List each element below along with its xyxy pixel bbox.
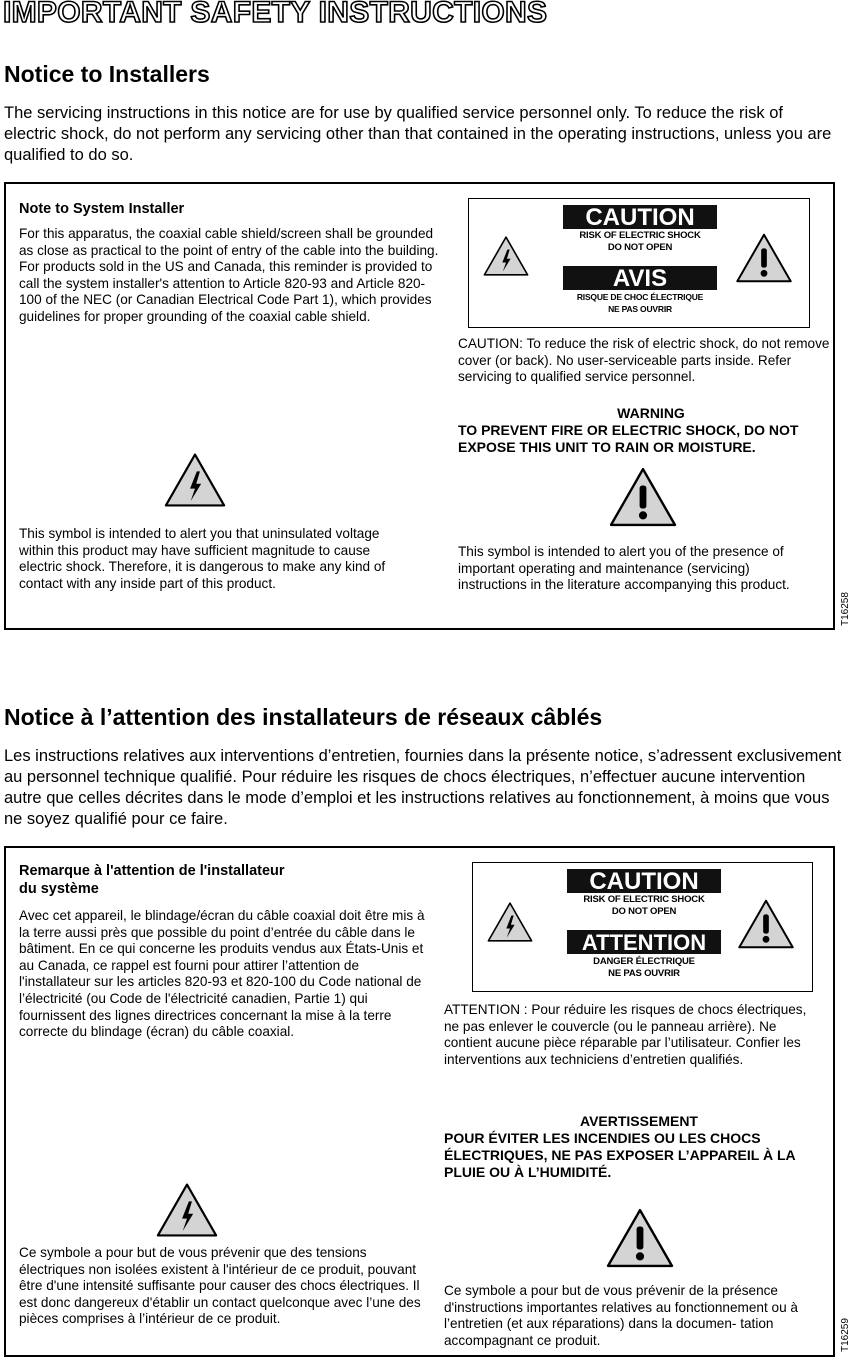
exclamation-warning-icon	[609, 467, 677, 527]
lightning-warning-icon	[156, 1182, 218, 1238]
lightning-warning-icon	[483, 235, 529, 277]
avis-heading: AVIS	[563, 266, 717, 290]
en-intro: The servicing instructions in this notice are for use by qualified service personnel only. To reduce the risk of electric shock, do not perform any servicing other than that contained in the operating instructions, unless you are qualified to do so.	[4, 104, 832, 164]
en-caution-text: CAUTION: To reduce the risk of electric shock, do not remove cover (or back). No user-serviceable parts inside. Refer servicing to qualified service personnel.	[458, 336, 830, 385]
fr-caution-text: ATTENTION : Pour réduire les risques de chocs électriques, ne pas enlever le couvercle (ou le panneau arrière). Ne contient aucune pièce réparable par l’utilisateur. Confier les interventions aux techniciens d’entretien qualifiés.	[444, 1002, 807, 1067]
caution-sub-1: RISK OF ELECTRIC SHOCK	[583, 894, 705, 905]
fr-exclaim-text: Ce symbole a pour but de vous prévenir de la présence d'instructions importantes relatives au fonctionnement ou à l’entretien (et aux réparations) dans la documen- tation accompagnant ce produit.	[444, 1283, 798, 1348]
fr-installer-title-1: Remarque à l'attention de l'installateur	[19, 863, 285, 879]
fr-installer-text: Avec cet appareil, le blindage/écran du câble coaxial doit être mis à la terre aussi près que possible du point d’entrée du câble dans le bâtiment. En ce qui concerne les produits vendus aux États-Unis et au Canada, ce rappel est fourni pour attirer l’attention de l'installateur sur les articles 820-93 et 820-100 du Code national de l’électricité (ou Code de l'électricité canadien, Partie 1) qui fournissent des lignes directrices concernant la mise à la terre correcte du blindage (écran) du câble coaxial.	[19, 908, 425, 1040]
fr-warning-text: POUR ÉVITER LES INCENDIES OU LES CHOCS ÉLECTRIQUES, NE PAS EXPOSER L’APPAREIL À LA PLUIE OU À L’HUMIDITÉ.	[444, 1130, 796, 1180]
fr-intro: Les instructions relatives aux interventions d’entretien, fournies dans la présente notice, s’adressent exclusivement au personnel technique qualifié. Pour réduire les risques de chocs électriques, n’effectuer aucune intervention autre que celles décrites dans le mode d’emploi et les instructions relatives au fonctionnement, à moins que vous ne soyez qualifié pour ce faire.	[4, 747, 842, 828]
fr-caution-label	[472, 862, 813, 992]
fr-notice-box	[4, 846, 835, 1357]
en-warning-text: TO PREVENT FIRE OR ELECTRIC SHOCK, DO NOT EXPOSE THIS UNIT TO RAIN OR MOISTURE.	[458, 422, 799, 455]
caution-heading: CAUTION	[563, 205, 717, 229]
fr-document-code: T16259	[840, 1318, 851, 1352]
lightning-warning-icon	[487, 901, 533, 943]
fr-installer-title-2: du système	[19, 881, 99, 897]
exclamation-warning-icon	[606, 1208, 674, 1268]
fr-bolt-text: Ce symbole a pour but de vous prévenir que des tensions électriques non isolées existent à l'intérieur de ce produit, pouvant être d'une intensité suffisante pour causer des chocs électriques. Il est donc dangereux d'établir un contact quelconque avec l’une des pièces comprises à l’intérieur de ce produit.	[19, 1245, 421, 1327]
caution-sub-2: DO NOT OPEN	[607, 242, 673, 253]
en-bolt-text: This symbol is intended to alert you that uninsulated voltage within this product may have sufficient magnitude to cause electric shock. Therefore, it is dangerous to make any kind of contact with any inside part of this product.	[19, 526, 386, 591]
en-installer-text: For this apparatus, the coaxial cable shield/screen shall be grounded as close as practical to the point of entry of the cable into the building. For products sold in the US and Canada, this reminder is provided to call the system installer's attention to Article 820-93 and Article 820-100 of the NEC (or Canadian Electrical Code Part 1), which provides guidelines for proper grounding of the coaxial cable shield.	[19, 226, 439, 324]
en-document-code: T16258	[840, 592, 851, 626]
en-installer-title: Note to System Installer	[19, 201, 185, 217]
en-warning-title: WARNING	[617, 405, 685, 421]
exclamation-warning-icon	[735, 233, 793, 283]
en-caution-label	[468, 198, 810, 328]
caution-sub-1: RISK OF ELECTRIC SHOCK	[579, 230, 701, 241]
exclamation-warning-icon	[737, 899, 795, 949]
caution-heading: CAUTION	[567, 869, 721, 893]
attention-sub-2: NE PAS OUVRIR	[608, 968, 680, 979]
fr-warning-title: AVERTISSEMENT	[580, 1113, 698, 1129]
fr-heading: Notice à l’attention des installateurs de réseaux câblés	[4, 704, 603, 730]
caution-sub-2: DO NOT OPEN	[611, 906, 677, 917]
en-notice-box	[4, 182, 835, 630]
en-exclaim-text: This symbol is intended to alert you of the presence of important operating and maintenance (servicing) instructions in the literature accompanying this product.	[458, 544, 790, 593]
en-heading: Notice to Installers	[4, 61, 210, 87]
page-title: IMPORTANT SAFETY INSTRUCTIONS	[3, 0, 548, 29]
avis-sub-2: NE PAS OUVRIR	[608, 304, 672, 314]
attention-sub-1: DANGER ÉLECTRIQUE	[593, 956, 695, 967]
avis-sub-1: RISQUE DE CHOC ÉLECTRIQUE	[576, 292, 704, 302]
attention-heading: ATTENTION	[567, 930, 721, 954]
lightning-warning-icon	[164, 452, 226, 508]
